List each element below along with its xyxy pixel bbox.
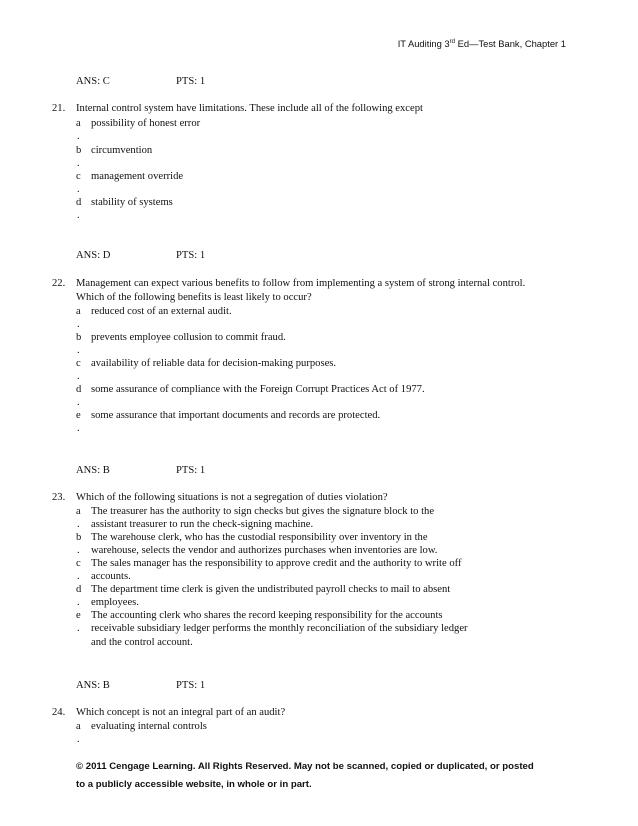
question-number: 23. — [52, 492, 66, 503]
option-text: The accounting clerk who shares the record keeping responsibility for the accounts — [91, 610, 443, 621]
footer-line: to a publicly accessible website, in whole or in part. — [76, 779, 312, 790]
answer-row — [76, 465, 206, 476]
option-letter: a — [76, 118, 81, 129]
option-dot: . — [77, 210, 80, 221]
option-text: The warehouse clerk, who has the custodial responsibility over inventory in the — [91, 532, 428, 543]
header-prefix: IT Auditing 3 — [397, 38, 450, 49]
option-dot: . — [77, 423, 80, 434]
points-value: PTS: 1 — [176, 465, 206, 476]
option-dot: . — [77, 734, 80, 745]
option-dot: . — [77, 345, 80, 356]
option-dot: . — [77, 623, 80, 634]
option-dot: . — [77, 519, 80, 530]
option-dot: . — [77, 158, 80, 169]
header-superscript: rd — [449, 39, 455, 45]
option-text: The department time clerk is given the undistributed payroll checks to mail to absent — [91, 584, 451, 595]
option-dot: . — [77, 131, 80, 142]
option-text: assistant treasurer to run the check-signing machine. — [91, 519, 314, 530]
question-text: Which of the following benefits is least likely to occur? — [76, 292, 312, 303]
points-value: PTS: 1 — [176, 250, 206, 261]
option-text: management override — [91, 171, 184, 182]
option-letter: b — [76, 145, 82, 156]
option-text: some assurance of compliance with the Foreign Corrupt Practices Act of 1977. — [91, 384, 425, 395]
option-text: accounts. — [91, 571, 131, 582]
question-text: Which of the following situations is not a segregation of duties violation? — [76, 492, 388, 503]
footer-line: © 2011 Cengage Learning. All Rights Reserved. May not be scanned, copied or duplicated, or posted — [76, 761, 534, 772]
option-letter: e — [76, 610, 81, 621]
option-text: and the control account. — [91, 637, 193, 648]
option-text: The treasurer has the authority to sign checks but gives the signature block to the — [91, 506, 435, 517]
question-text: Management can expect various benefits to follow from implementing a system of strong internal control. — [76, 278, 526, 289]
option-text: possibility of honest error — [91, 118, 201, 129]
option-letter: b — [76, 532, 82, 543]
answer-row — [76, 680, 206, 691]
page-header — [398, 38, 566, 49]
question-number: 24. — [52, 707, 66, 718]
answer-key: ANS: B — [76, 465, 110, 476]
option-text: reduced cost of an external audit. — [91, 306, 232, 317]
option-text: The sales manager has the responsibility to approve credit and the authority to write off — [91, 558, 462, 569]
option-letter: a — [76, 721, 81, 732]
option-letter: c — [76, 171, 81, 182]
option-letter: c — [76, 558, 81, 569]
points-value: PTS: 1 — [176, 680, 206, 691]
option-text: availability of reliable data for decision-making purposes. — [91, 358, 337, 369]
option-text: circumvention — [91, 145, 153, 156]
option-letter: d — [76, 197, 82, 208]
option-dot: . — [77, 571, 80, 582]
option-text: prevents employee collusion to commit fraud. — [91, 332, 286, 343]
option-text: stability of systems — [91, 197, 173, 208]
option-text: warehouse, selects the vendor and authorizes purchases when inventories are low. — [91, 545, 438, 556]
option-text: employees. — [91, 597, 139, 608]
answer-row — [76, 250, 206, 261]
option-dot: . — [77, 597, 80, 608]
copyright-footer — [76, 758, 534, 794]
answer-row — [76, 76, 206, 87]
question-text: Which concept is not an integral part of an audit? — [76, 707, 286, 718]
option-letter: c — [76, 358, 81, 369]
option-text: some assurance that important documents and records are protected. — [91, 410, 381, 421]
option-text: receivable subsidiary ledger performs the monthly reconciliation of the subsidiary ledger — [91, 623, 468, 634]
answer-key: ANS: D — [76, 250, 111, 261]
question-text: Internal control system have limitations. These include all of the following except — [76, 103, 423, 114]
points-value: PTS: 1 — [176, 76, 206, 87]
option-letter: a — [76, 306, 81, 317]
option-dot: . — [77, 545, 80, 556]
question-number: 21. — [52, 103, 66, 114]
option-letter: b — [76, 332, 82, 343]
option-dot: . — [77, 319, 80, 330]
option-letter: a — [76, 506, 81, 517]
option-letter: d — [76, 584, 82, 595]
option-dot: . — [77, 184, 80, 195]
answer-key: ANS: C — [76, 76, 110, 87]
question-number: 22. — [52, 278, 66, 289]
option-letter: d — [76, 384, 82, 395]
option-dot: . — [77, 397, 80, 408]
option-letter: e — [76, 410, 81, 421]
option-text: evaluating internal controls — [91, 721, 207, 732]
header-suffix: Ed—Test Bank, Chapter 1 — [455, 38, 566, 49]
answer-key: ANS: B — [76, 680, 110, 691]
option-dot: . — [77, 371, 80, 382]
